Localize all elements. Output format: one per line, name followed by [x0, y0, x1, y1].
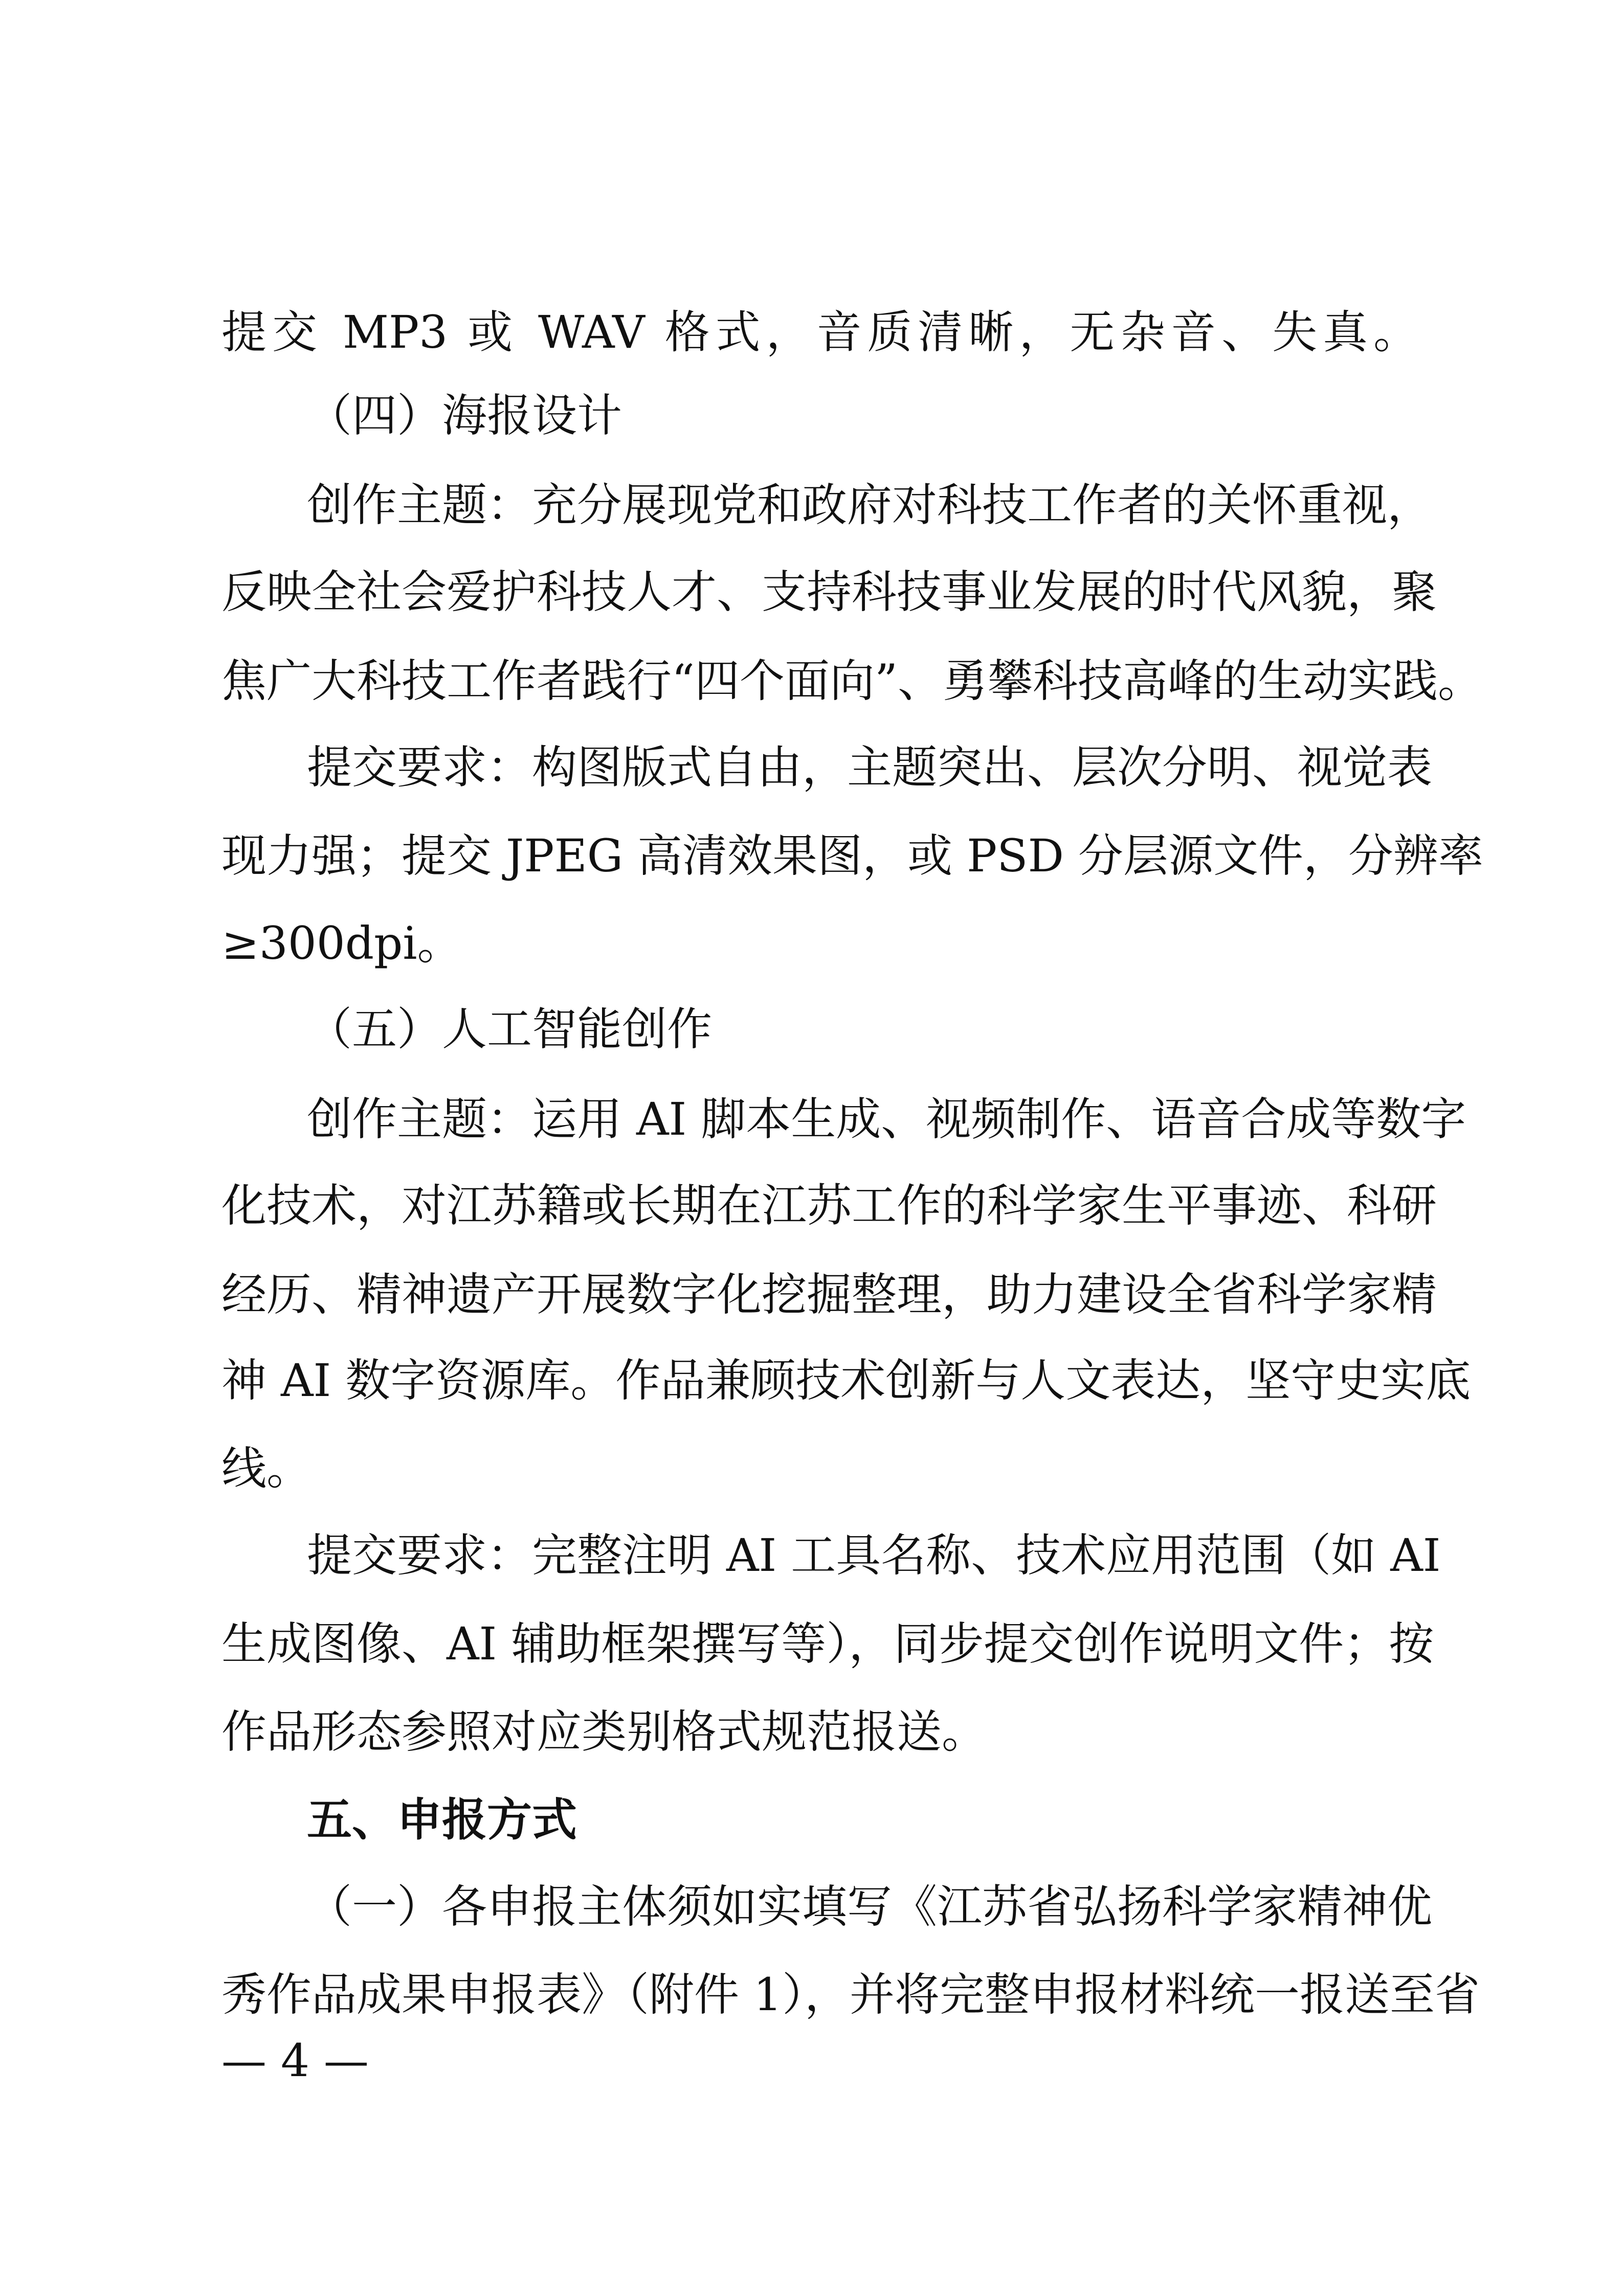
paragraph-line: ≥300dpi。: [221, 917, 462, 970]
section-heading-ai-creation: （五）人工智能创作: [307, 1003, 713, 1055]
paragraph-line: 创作主题：运用 AI 脚本生成、视频制作、语音合成等数字: [307, 1093, 1466, 1145]
paragraph-line: 提交要求：构图版式自由，主题突出、层次分明、视觉表: [307, 741, 1433, 794]
paragraph-line: 神 AI 数字资源库。作品兼顾技术创新与人文表达，坚守史实底: [221, 1354, 1471, 1407]
paragraph-line: 生成图像、AI 辅助框架撰写等），同步提交创作说明文件；按: [221, 1617, 1434, 1670]
paragraph-line: 创作主题：充分展现党和政府对科技工作者的关怀重视，: [307, 479, 1433, 531]
page-number: — 4 —: [221, 2034, 369, 2087]
paragraph-line: 秀作品成果申报表》（附件 1），并将完整申报材料统一报送至省: [221, 1968, 1480, 2021]
paragraph-line: 作品形态参照对应类别格式规范报送。: [221, 1705, 987, 1758]
paragraph-line: 焦广大科技工作者践行“四个面向”、勇攀科技高峰的生动实践。: [221, 655, 1483, 707]
section-heading-application-method: 五、申报方式: [307, 1793, 577, 1846]
paragraph-line: 反映全社会爱护科技人才、支持科技事业发展的时代风貌，聚: [221, 566, 1437, 618]
paragraph-line: 化技术，对江苏籍或长期在江苏工作的科学家生平事迹、科研: [221, 1179, 1437, 1232]
paragraph-line: 现力强；提交 JPEG 高清效果图，或 PSD 分层源文件，分辨率: [221, 829, 1483, 882]
paragraph-line: 提交 MP3 或 WAV 格式，音质清晰，无杂音、失真。: [221, 306, 1418, 358]
paragraph-line: 提交要求：完整注明 AI 工具名称、技术应用范围（如 AI: [307, 1529, 1441, 1582]
paragraph-line: （一）各申报主体须如实填写《江苏省弘扬科学家精神优: [307, 1880, 1433, 1933]
paragraph-line: 经历、精神遗产开展数字化挖掘整理，助力建设全省科学家精: [221, 1268, 1437, 1321]
paragraph-line: 线。: [221, 1442, 312, 1495]
section-heading-poster-design: （四）海报设计: [307, 389, 622, 442]
